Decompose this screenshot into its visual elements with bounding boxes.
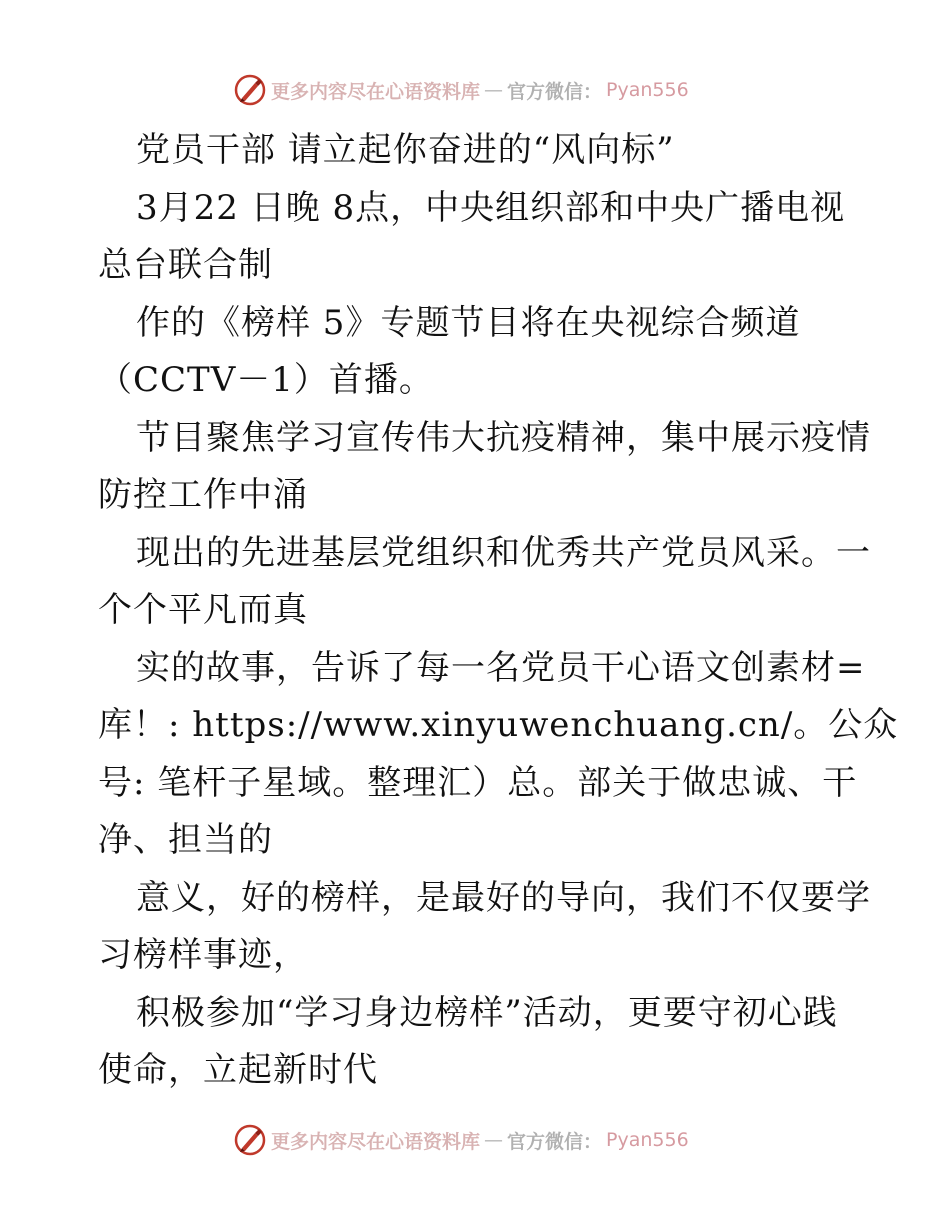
text-line: 个个平凡而真 [98, 590, 308, 630]
text-line: 节目聚焦学习宣传伟大抗疫精神，集中展示疫情 [136, 417, 871, 458]
text-line: 3月22 日晚 8点，中央组织部和中央广播电视 [136, 187, 846, 228]
text-line: （CCTV－1）首播。 [98, 360, 434, 400]
footer-watermark-banner [233, 1123, 689, 1157]
text-line: 作的《榜样 5》专题节目将在央视综合频道 [136, 302, 801, 343]
text-line: 防控工作中涌 [98, 475, 308, 515]
text-line: 总台联合制 [98, 245, 273, 285]
document-body [98, 122, 899, 1100]
pen-logo-icon [233, 1123, 267, 1157]
banner-site-text: 更多内容尽在心语资料库 [271, 80, 481, 103]
text-line: 使命，立起新时代 [98, 1050, 378, 1090]
text-line: 习榜样事迹， [98, 935, 308, 975]
text-line: 号: 笔杆子星域。整理汇）总。部关于做忠诚、干 [98, 762, 858, 803]
text-line: 意义，好的榜样，是最好的导向，我们不仅要学 [136, 877, 871, 918]
text-line: 积极参加“学习身边榜样”活动，更要守初心践 [136, 992, 838, 1033]
text-line: 实的故事，告诉了每一名党员干心语文创素材= [136, 647, 866, 688]
document-title-line: 党员干部 请立起你奋进的“风向标” [136, 130, 675, 170]
banner-wechat-id: Pyan556 [606, 79, 689, 101]
pen-logo-icon [233, 73, 267, 107]
banner-separator: — [484, 1129, 504, 1151]
banner-wechat-label: 官方微信： [507, 80, 603, 103]
text-line: 净、担当的 [98, 820, 273, 860]
text-line: 现出的先进基层党组织和优秀共产党员风采。一 [136, 532, 871, 573]
banner-wechat-id: Pyan556 [606, 1129, 689, 1151]
banner-wechat-label: 官方微信： [507, 1130, 603, 1153]
banner-separator: — [484, 79, 504, 101]
banner-site-text: 更多内容尽在心语资料库 [271, 1130, 481, 1153]
header-watermark-banner [233, 73, 689, 107]
text-line-with-url: 库！: https://www.xinyuwenchuang.cn/。公众 [98, 705, 899, 745]
